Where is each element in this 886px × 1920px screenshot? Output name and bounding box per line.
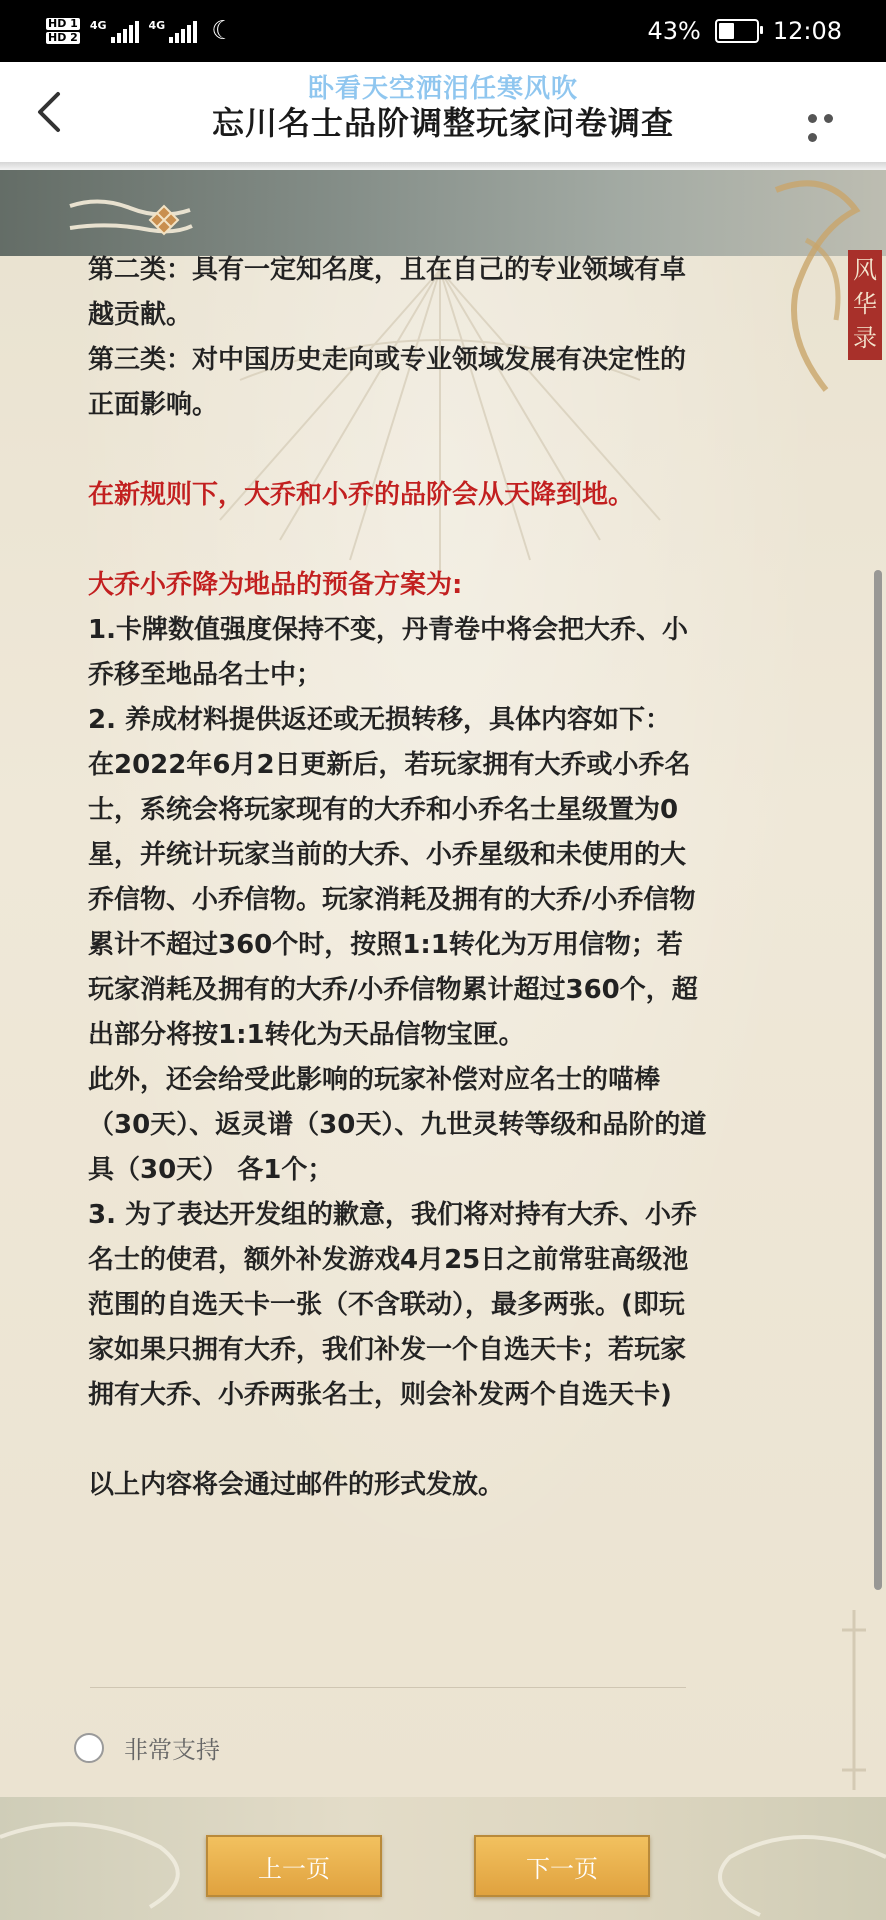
navigation-bar bbox=[0, 62, 886, 162]
more-options-icon[interactable] bbox=[808, 108, 854, 118]
signal-icon-2 bbox=[169, 19, 197, 43]
divider bbox=[90, 1687, 686, 1688]
game-logo-seal bbox=[736, 170, 886, 440]
paragraph-conversion-details: 在2022年6月2日更新后，若玩家拥有大乔或小乔名士，系统会将玩家现有的大乔和小乔名士星级置为0星，并统计玩家当前的大乔、小乔星级和未使用的大乔信物、小乔信物。玩家消耗及拥有的大乔/小乔信物累计不超过360个时，按照1:1转化为万用信物；若玩家消耗及拥有的大乔/小乔信物累计超过360个，超出部分将按1:1转化为天品信物宝匣。 bbox=[88, 750, 698, 1050]
paragraph-item-3: 3. 为了表达开发组的歉意，我们将对持有大乔、小乔名士的使君，额外补发游戏4月25日之前常驻高级池范围的自选天卡一张（不含联动），最多两张。(即玩家如果只拥有大乔，我们补发一个自选天卡；若玩家拥有大乔、小乔两张名士，则会补发两个自选天卡) bbox=[88, 1200, 698, 1410]
paragraph-category-2: 第二类：具有一定知名度，且在自己的专业领域有卓越贡献。 bbox=[88, 255, 687, 330]
battery-percent: 43% bbox=[647, 17, 701, 45]
radio-button[interactable] bbox=[74, 1733, 104, 1763]
paragraph-item-2: 2. 养成材料提供返还或无损转移，具体内容如下： bbox=[88, 705, 672, 735]
nav-shadow bbox=[0, 162, 886, 170]
paragraph-category-3: 第三类：对中国历史走向或专业领域发展有决定性的正面影响。 bbox=[88, 345, 687, 420]
footer-wave-ornament bbox=[0, 1797, 886, 1920]
battery-icon bbox=[715, 19, 759, 43]
survey-content bbox=[0, 170, 886, 1797]
paragraph-mail-note: 以上内容将会通过邮件的形式发放。 bbox=[88, 1470, 505, 1500]
sim-indicators bbox=[46, 18, 80, 44]
status-bar bbox=[0, 0, 886, 62]
clock: 12:08 bbox=[772, 17, 842, 45]
option-strongly-support[interactable] bbox=[74, 1730, 220, 1765]
network-type-1: 4G bbox=[89, 18, 107, 32]
logo-char-1: 风 bbox=[853, 256, 877, 284]
logo-char-2: 华 bbox=[853, 290, 877, 318]
logo-char-3: 录 bbox=[853, 324, 877, 352]
moon-icon: ☾ bbox=[211, 16, 235, 46]
paragraph-compensation: 此外，还会给受此影响的玩家补偿对应名士的喵棒（30天）、返灵谱（30天）、九世灵转等级和品阶的道具（30天） 各1个； bbox=[88, 1065, 707, 1185]
previous-page-button[interactable]: 上一页 bbox=[206, 1835, 382, 1897]
next-page-button[interactable]: 下一页 bbox=[474, 1835, 650, 1897]
paragraph-item-1: 1.卡牌数值强度保持不变，丹青卷中将会把大乔、小乔移至地品名士中； bbox=[88, 615, 688, 690]
footer-bar bbox=[0, 1797, 886, 1920]
sim1-badge: HD 1 bbox=[48, 17, 78, 30]
signal-icon bbox=[111, 19, 139, 43]
paragraph-rule-change: 在新规则下，大乔和小乔的品阶会从天降到地。 bbox=[88, 480, 635, 510]
option-label: 非常支持 bbox=[124, 1736, 220, 1764]
side-ornament bbox=[836, 1610, 872, 1790]
page-title: 忘川名士品阶调整玩家问卷调查 bbox=[211, 104, 674, 142]
sim2-badge: HD 2 bbox=[48, 31, 78, 44]
cloud-ornament-icon bbox=[60, 186, 200, 246]
watermark-text: 卧看天空洒泪任寒风吹 bbox=[307, 74, 578, 104]
scrollbar[interactable] bbox=[874, 570, 882, 1590]
paragraph-plan-heading: 大乔小乔降为地品的预备方案为: bbox=[88, 570, 463, 600]
network-type-2: 4G bbox=[148, 18, 166, 32]
survey-body-text bbox=[88, 248, 708, 1508]
